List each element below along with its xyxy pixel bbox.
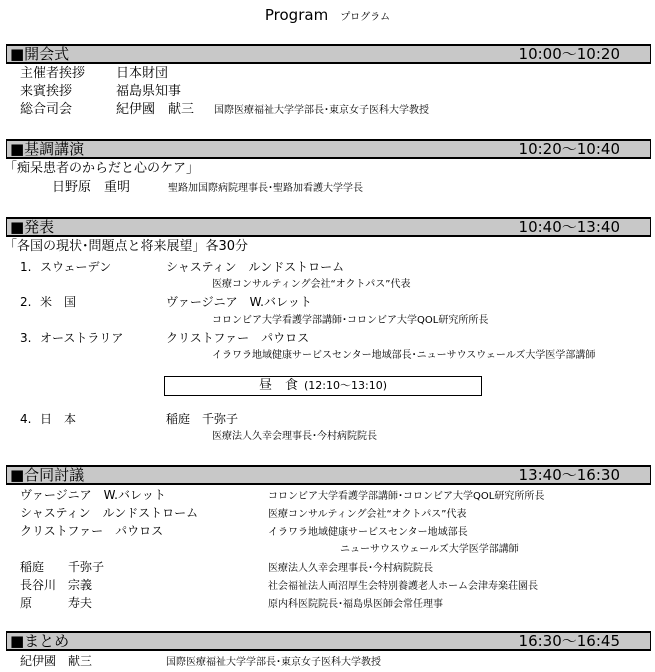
section-heading: ■開会式	[10, 45, 70, 63]
title-sub: プログラム	[340, 12, 391, 23]
item-speaker: シャスティン ルンドストローム	[166, 260, 345, 274]
panelist-affiliation: ニューサウスウェールズ大学医学部講師	[340, 544, 519, 555]
section-time: 10:40～13:40	[518, 218, 620, 236]
section-header-discussion	[6, 465, 651, 485]
panelist-name: ヴァージニア W.バレット	[20, 488, 166, 502]
item-number: 3.	[20, 331, 32, 345]
panelist-affiliation: 社会福祉法人両沼厚生会特別養護老人ホーム会津寿楽荘園長	[268, 581, 538, 592]
keynote-affiliation: 聖路加国際病院理事長･聖路加看護大学学長	[168, 183, 363, 194]
item-speaker: ヴァージニア W.バレット	[166, 295, 312, 309]
section-heading: ■合同討議	[10, 466, 85, 484]
panelist-name: 長谷川 宗義	[20, 578, 93, 592]
section-header-opening	[6, 44, 651, 64]
section-header-summary	[6, 631, 651, 651]
section-time: 13:40～16:30	[518, 466, 620, 484]
section-time: 10:20～10:40	[518, 140, 620, 158]
section-heading: ■発表	[10, 218, 55, 236]
opening-role: 来賓挨拶	[20, 84, 73, 99]
title-main: Program	[264, 6, 329, 24]
panelist-affiliation: 医療法人久幸会理事長･今村病院院長	[268, 563, 433, 574]
lunch-label: 昼 食	[259, 378, 299, 393]
item-country: 米 国	[40, 295, 77, 309]
panelist-affiliation: コロンビア大学看護学部講師･コロンビア大学QOL研究所所長	[268, 491, 545, 502]
keynote-speaker: 日野原 重明	[52, 180, 131, 195]
opening-name: 紀伊國 献三	[116, 102, 195, 117]
item-affiliation: イラワラ地域健康サービスセンター地域部長･ニューサウスウェールズ大学医学部講師	[212, 350, 596, 361]
item-country: オーストラリア	[40, 331, 124, 345]
item-speaker: クリストファー パウロス	[166, 331, 310, 345]
presentations-topic: 「各国の現状･問題点と将来展望」各30分	[4, 239, 249, 254]
panelist-name: 稲庭 千弥子	[20, 560, 105, 574]
item-number: 2.	[20, 295, 32, 309]
opening-name: 日本財団	[116, 66, 169, 81]
item-country: 日 本	[40, 412, 77, 426]
panelist-name: クリストファー パウロス	[20, 524, 164, 538]
panelist-affiliation: 原内科医院院長･福島県医師会常任理事	[268, 599, 443, 610]
summary-affiliation: 国際医療福祉大学学部長･東京女子医科大学教授	[166, 657, 381, 668]
opening-affiliation: 国際医療福祉大学学部長･東京女子医科大学教授	[214, 105, 429, 116]
item-affiliation: コロンビア大学看護学部講師･コロンビア大学QOL研究所所長	[212, 315, 489, 326]
item-affiliation: 医療コンサルティング会社“オクトパス”代表	[212, 279, 411, 290]
panelist-name: シャスティン ルンドストローム	[20, 506, 199, 520]
panelist-affiliation: 医療コンサルティング会社“オクトパス”代表	[268, 509, 467, 520]
section-time: 16:30～16:45	[518, 632, 620, 650]
section-heading: ■まとめ	[10, 632, 70, 650]
keynote-topic: 「痴呆患者のからだと心のケア」	[4, 161, 200, 176]
lunch-time: (12:10～13:10)	[304, 379, 387, 392]
section-heading: ■基調講演	[10, 140, 85, 158]
summary-name: 紀伊國 献三	[20, 654, 93, 668]
section-time: 10:00～10:20	[518, 45, 620, 63]
section-header-keynote	[6, 139, 651, 159]
item-speaker: 稲庭 千弥子	[166, 412, 239, 426]
opening-role: 主催者挨拶	[20, 66, 86, 81]
item-affiliation: 医療法人久幸会理事長･今村病院院長	[212, 431, 377, 442]
panelist-affiliation: イラワラ地域健康サービスセンター地域部長	[268, 527, 468, 538]
opening-name: 福島県知事	[116, 84, 182, 99]
item-number: 4.	[20, 412, 32, 426]
lunch-box	[164, 376, 482, 396]
panelist-name: 原 寿夫	[20, 596, 93, 610]
item-number: 1.	[20, 260, 32, 274]
opening-role: 総合司会	[20, 102, 73, 117]
item-country: スウェーデン	[40, 260, 112, 274]
section-header-presentations	[6, 217, 651, 237]
page-title	[0, 6, 655, 24]
